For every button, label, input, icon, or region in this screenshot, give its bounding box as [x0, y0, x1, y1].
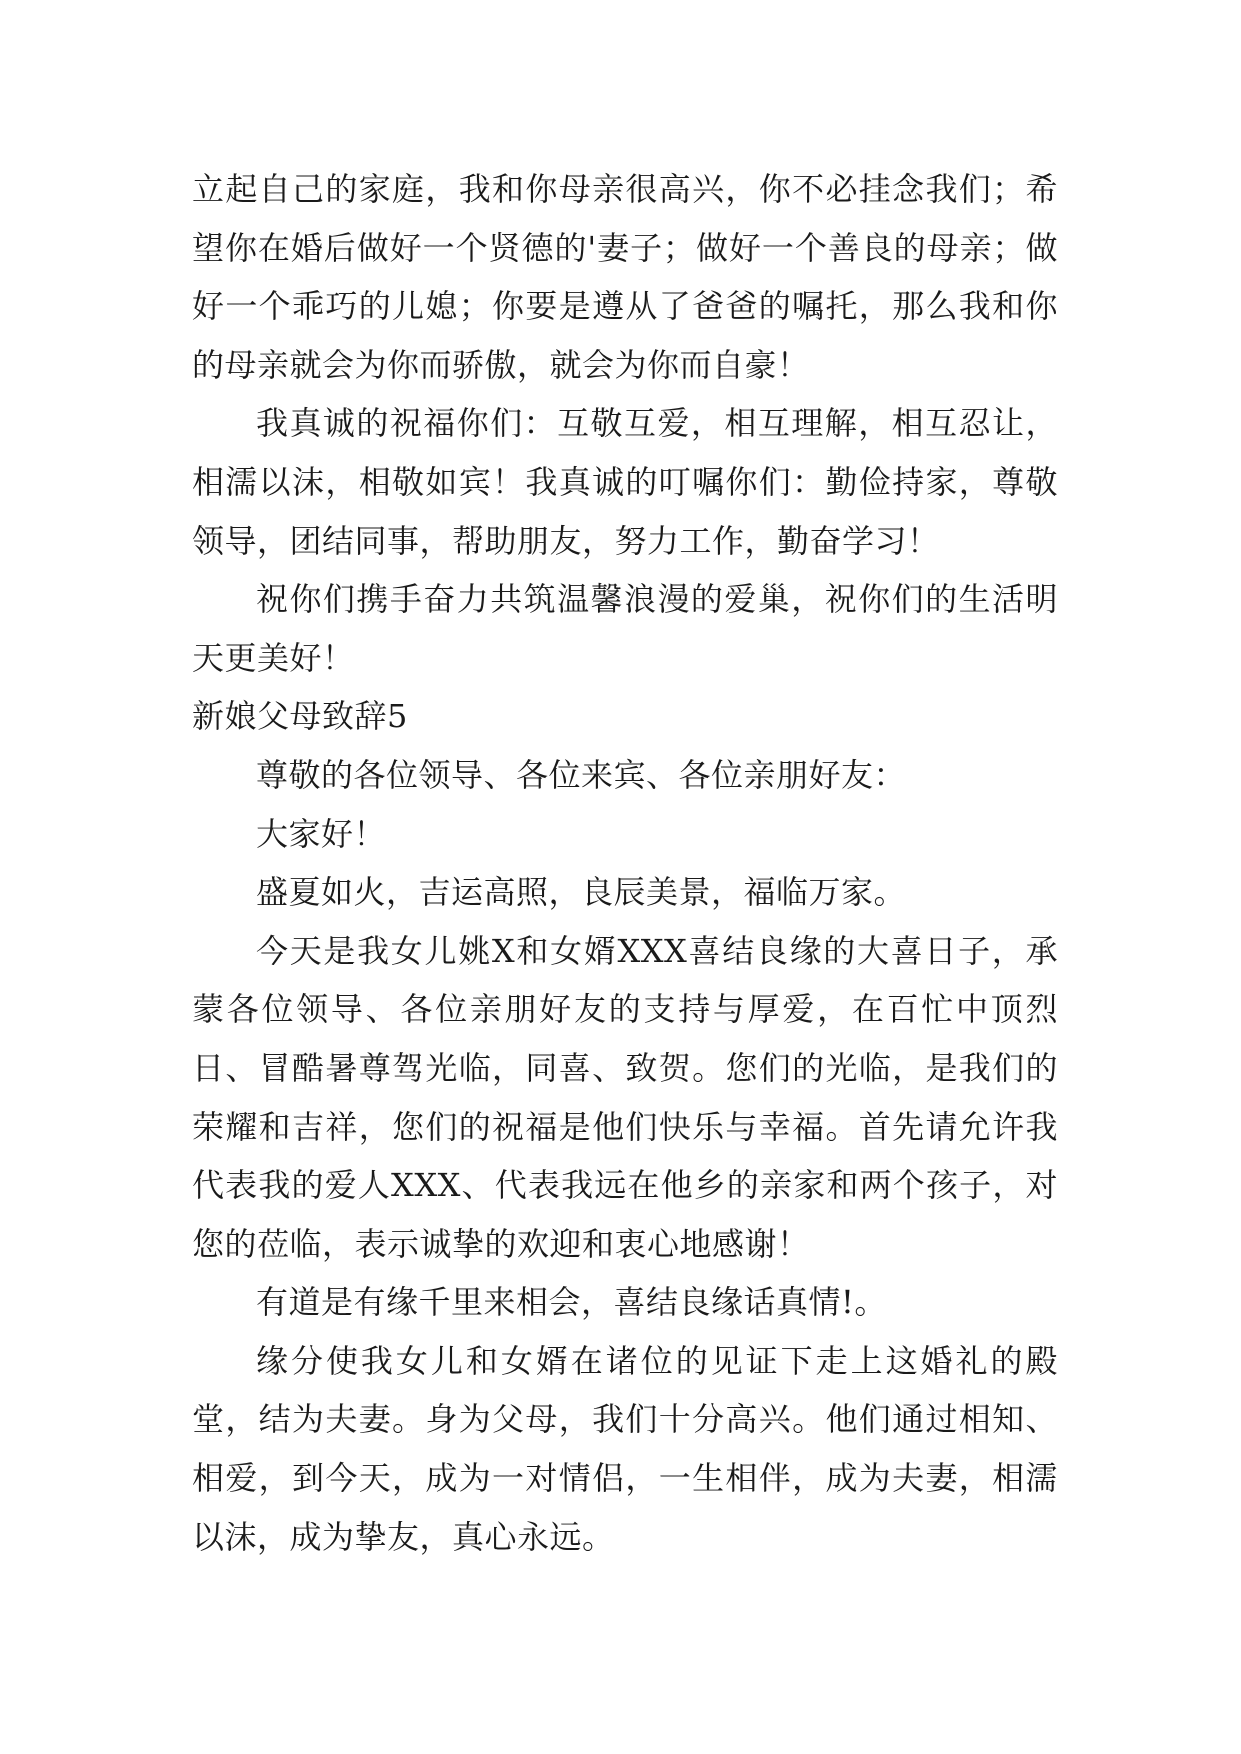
paragraph: 祝你们携手奋力共筑温馨浪漫的爱巢，祝你们的生活明天更美好！ [192, 580, 1058, 677]
paragraph: 盛夏如火，吉运高照，良辰美景，福临万家。 [256, 873, 907, 912]
document-body [192, 160, 1058, 1566]
paragraph: 尊敬的各位领导、各位来宾、各位亲朋好友： [256, 755, 907, 794]
section-heading: 新娘父母致辞5 [192, 697, 408, 736]
paragraph: 缘分使我女儿和女婿在诸位的见证下走上这婚礼的殿堂，结为夫妻。身为父母，我们十分高兴。他们通过相知、相爱，到今天，成为一对情侣，一生相伴，成为夫妻，相濡以沫，成为挚友，真心永远。 [192, 1341, 1058, 1556]
paragraph: 有道是有缘千里来相会，喜结良缘话真情!。 [256, 1283, 887, 1322]
paragraph: 我真诚的祝福你们：互敬互爱，相互理解，相互忍让，相濡以沫，相敬如宾！我真诚的叮嘱你们：勤俭持家，尊敬领导，团结同事，帮助朋友，努力工作，勤奋学习！ [192, 404, 1058, 560]
paragraph: 大家好！ [256, 814, 387, 853]
paragraph: 今天是我女儿姚X和女婿XXX喜结良缘的大喜日子，承蒙各位领导、各位亲朋好友的支持与厚爱，在百忙中顶烈日、冒酷暑尊驾光临，同喜、致贺。您们的光临，是我们的荣耀和吉祥，您们的祝福是他们快乐与幸福。首先请允许我代表我的爱人XXX、代表我远在他乡的亲家和两个孩子，对您的莅临，表示诚挚的欢迎和衷心地感谢！ [192, 931, 1058, 1263]
paragraph: 立起自己的家庭，我和你母亲很高兴，你不必挂念我们；希望你在婚后做好一个贤德的'妻子；做好一个善良的母亲；做好一个乖巧的儿媳；你要是遵从了爸爸的嘱托，那么我和你的母亲就会为你而骄傲，就会为你而自豪！ [192, 170, 1058, 384]
